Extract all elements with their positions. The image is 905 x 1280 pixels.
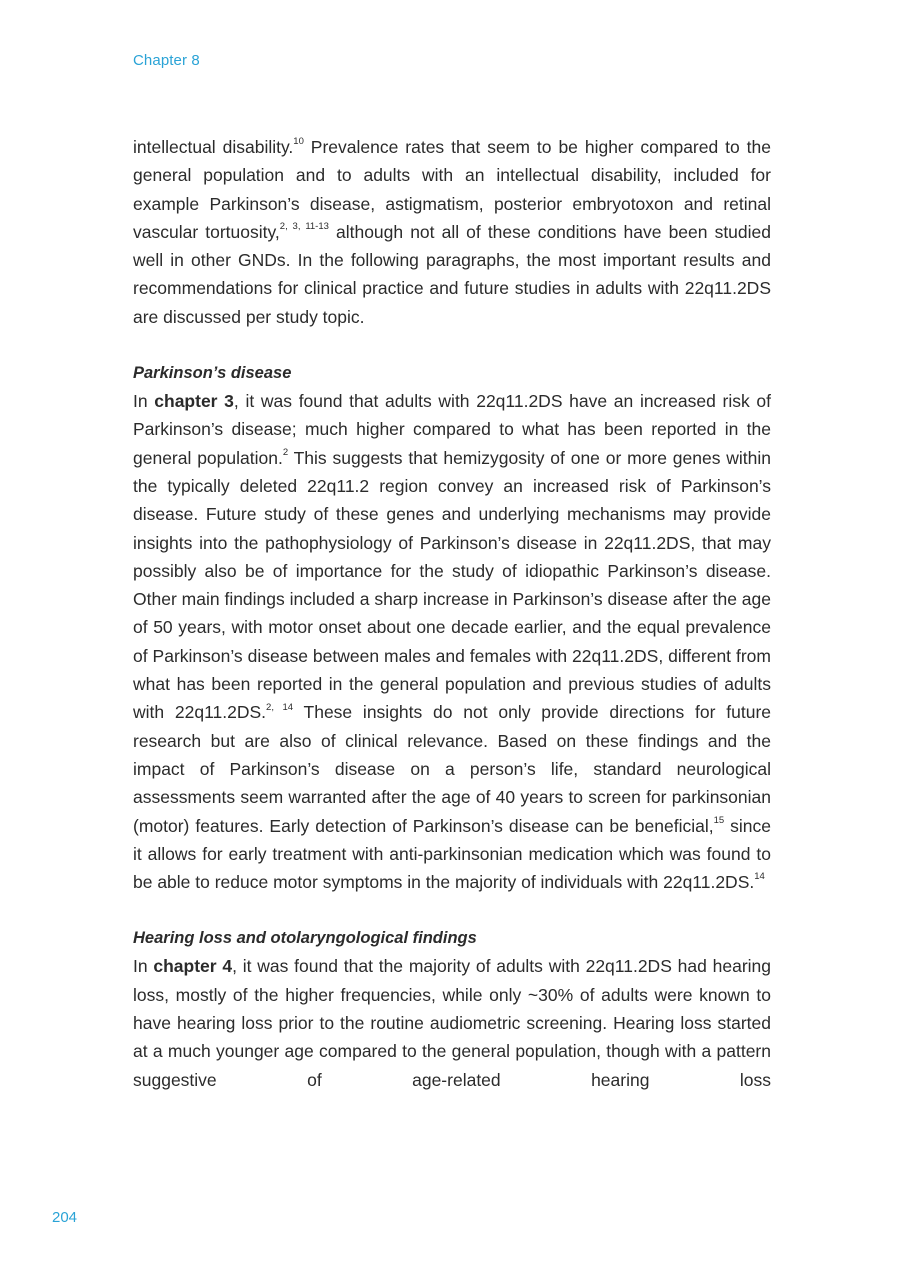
section-heading-hearing: Hearing loss and otolaryngological findings: [133, 929, 477, 948]
citation: 2: [282, 446, 289, 458]
intro-text-1: intellectual disability.: [133, 137, 294, 157]
parkinson-text-4: These insights do not only provide directions for future research but are also of clinical relevance. Based on these findings and the impact of Parkinson’s disease on a person’s life, standard neurological assessments seem warranted after the age of 40 years to screen for parkinsonian (motor) features. Early detection of Parkinson’s disease can be beneficial,: [133, 702, 771, 836]
citation: 2, 3, 11-13: [279, 221, 329, 233]
body-text: [133, 133, 771, 1122]
parkinson-text-3: This suggests that hemizygosity of one or more genes within the typically deleted 22q11.2 region convey an increased risk of Parkinson’s disease. Future study of these genes and underlying mechanisms may provide insights into the pathophysiology of Parkinson’s disease in 22q11.2DS, that may possibly also be of importance for the study of idiopathic Parkinson’s disease. Other main findings included a sharp increase in Parkinson’s disease after the age of 50 years, with motor onset about one decade earlier, and the equal prevalence of Parkinson’s disease between males and females with 22q11.2DS, different from what has been reported in the general population and previous studies of adults with 22q11.2DS.: [133, 447, 772, 723]
section-heading-parkinson: Parkinson’s disease: [133, 364, 292, 383]
parkinson-text-1: In: [133, 391, 155, 412]
intro-text-3: although not all of these conditions have been studied well in other GNDs. In the following paragraphs, the most important results and recommendations for clinical practice and future studies in adults with 22q11.2DS are discussed per study topic.: [133, 221, 771, 327]
running-head: Chapter 8: [133, 52, 200, 69]
parkinson-paragraph: [133, 387, 771, 896]
hearing-paragraph: [133, 952, 771, 1122]
parkinson-text-5: since it allows for early treatment with anti-parkinsonian medication which was found to be able to reduce motor symptoms in the majority of individuals with 22q11.2DS.: [133, 815, 771, 893]
citation: 2, 14: [266, 701, 294, 713]
hearing-text-1: In: [133, 956, 154, 977]
chapter-reference: chapter 4: [153, 956, 233, 977]
parkinson-text-2: , it was found that adults with 22q11.2DS have an increased risk of Parkinson’s disease; much higher compared to what has been reported in the general population.: [133, 391, 771, 468]
intro-paragraph: [133, 133, 771, 331]
intro-text-2: Prevalence rates that seem to be higher compared to the general population and to adults with an intellectual disability, included for example Parkinson’s disease, astigmatism, posterior embryotoxon and retinal vascular tortuosity,: [133, 137, 771, 242]
hearing-text-2: , it was found that the majority of adults with 22q11.2DS had hearing loss, mostly of the higher frequencies, while only ~30% of adults were known to have hearing loss prior to the routine audiometric screening. Hearing loss started at a much younger age compared to the general population, though with a pattern suggestive of age-related hearing loss: [133, 956, 771, 1090]
citation: 10: [293, 136, 304, 148]
citation: 15: [713, 814, 725, 826]
chapter-reference: chapter 3: [154, 391, 234, 412]
citation: 14: [754, 871, 765, 883]
page-number: 204: [52, 1209, 78, 1226]
